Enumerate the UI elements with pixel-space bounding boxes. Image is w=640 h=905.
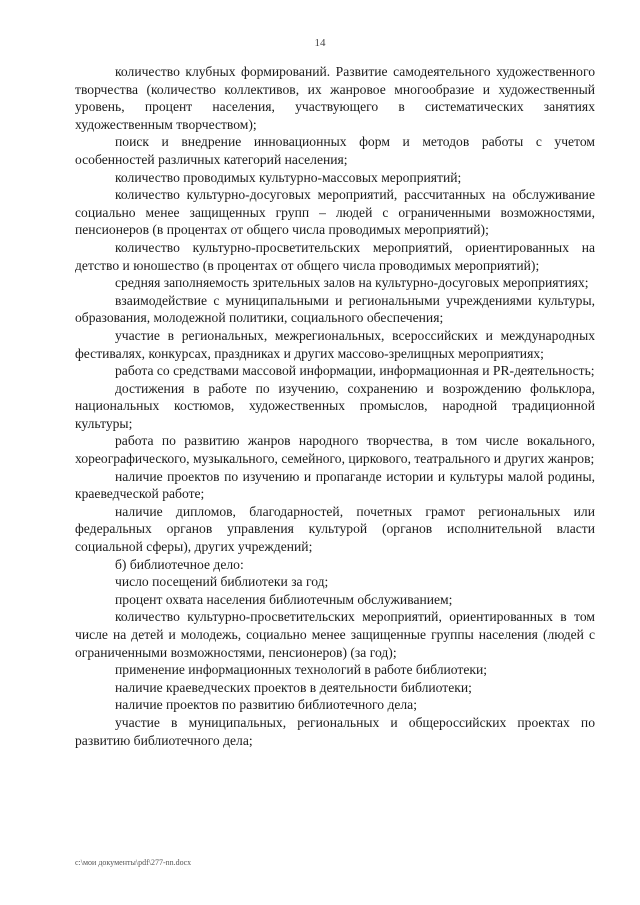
paragraph: процент охвата населения библиотечным обслуживанием; [115,591,453,607]
paragraph: наличие краеведческих проектов в деятельности библиотеки; [115,679,472,695]
page-number: 14 [314,37,326,49]
paragraph: поиск и внедрение инновационных форм и методов работы с учетом особенностей различных категорий населения; [75,134,595,167]
paragraph: наличие дипломов, благодарностей, почетных грамот региональных или федеральных органов управления культурой (органов исполнительной власти социальной сферы), других учреждений; [75,503,595,555]
paragraph: средняя заполняемость зрительных залов на культурно-досуговых мероприятиях; [115,275,589,291]
paragraph: количество культурно-просветительских мероприятий, ориентированных в том числе на детей и молодежь, социально менее защищенные группы населения (людей с ограниченными возможностями, пенсионеров) (за год); [75,609,595,660]
paragraph: количество культурно-просветительских мероприятий, ориентированных на детство и юношество (в процентах от общего числа проводимых мероприятий); [75,239,595,273]
paragraph: наличие проектов по развитию библиотечного дела; [115,697,417,713]
paragraph: количество проводимых культурно-массовых мероприятий; [115,169,462,185]
paragraph: наличие проектов по изучению и пропаганде истории и культуры малой родины, краеведческой работе; [75,468,595,502]
paragraph: участие в региональных, межрегиональных, всероссийских и международных фестивалях, конкурсах, праздниках и других массово-зрелищных мероприятиях; [75,327,595,361]
paragraph: количество культурно-досуговых мероприятий, рассчитанных на обслуживание социально менее защищенных групп – людей с ограниченными возможностями, пенсионеров (в процентах от общего числа проводимых мероприятий); [75,187,595,238]
document-body [75,63,595,749]
section-heading: б) библиотечное дело: [115,556,244,572]
file-path-footer: c:\мои документы\pdf\277-nn.docx [75,858,192,867]
paragraph: участие в муниципальных, региональных и общероссийских проектах по развитию библиотечного дела; [75,714,595,748]
paragraph: достижения в работе по изучению, сохранению и возрождению фольклора, национальных костюмов, художественных промыслов, народной традиционной культуры; [75,380,595,431]
paragraph: число посещений библиотеки за год; [115,574,329,590]
paragraph: применение информационных технологий в работе библиотеки; [115,662,488,678]
paragraph: работа по развитию жанров народного творчества, в том числе вокального, хореографического, музыкального, семейного, циркового, театрального и других жанров; [75,433,595,467]
paragraph: количество клубных формирований. Развитие самодеятельного художественного творчества (количество коллективов, их жанровое многообразие и художественный уровень, процент населения, участвующего в систематических занятиях художественным творчеством); [75,64,595,132]
paragraph: взаимодействие с муниципальными и региональными учреждениями культуры, образования, молодежной политики, социального обеспечения; [75,292,595,326]
paragraph: работа со средствами массовой информации, информационная и PR-деятельность; [115,363,595,379]
